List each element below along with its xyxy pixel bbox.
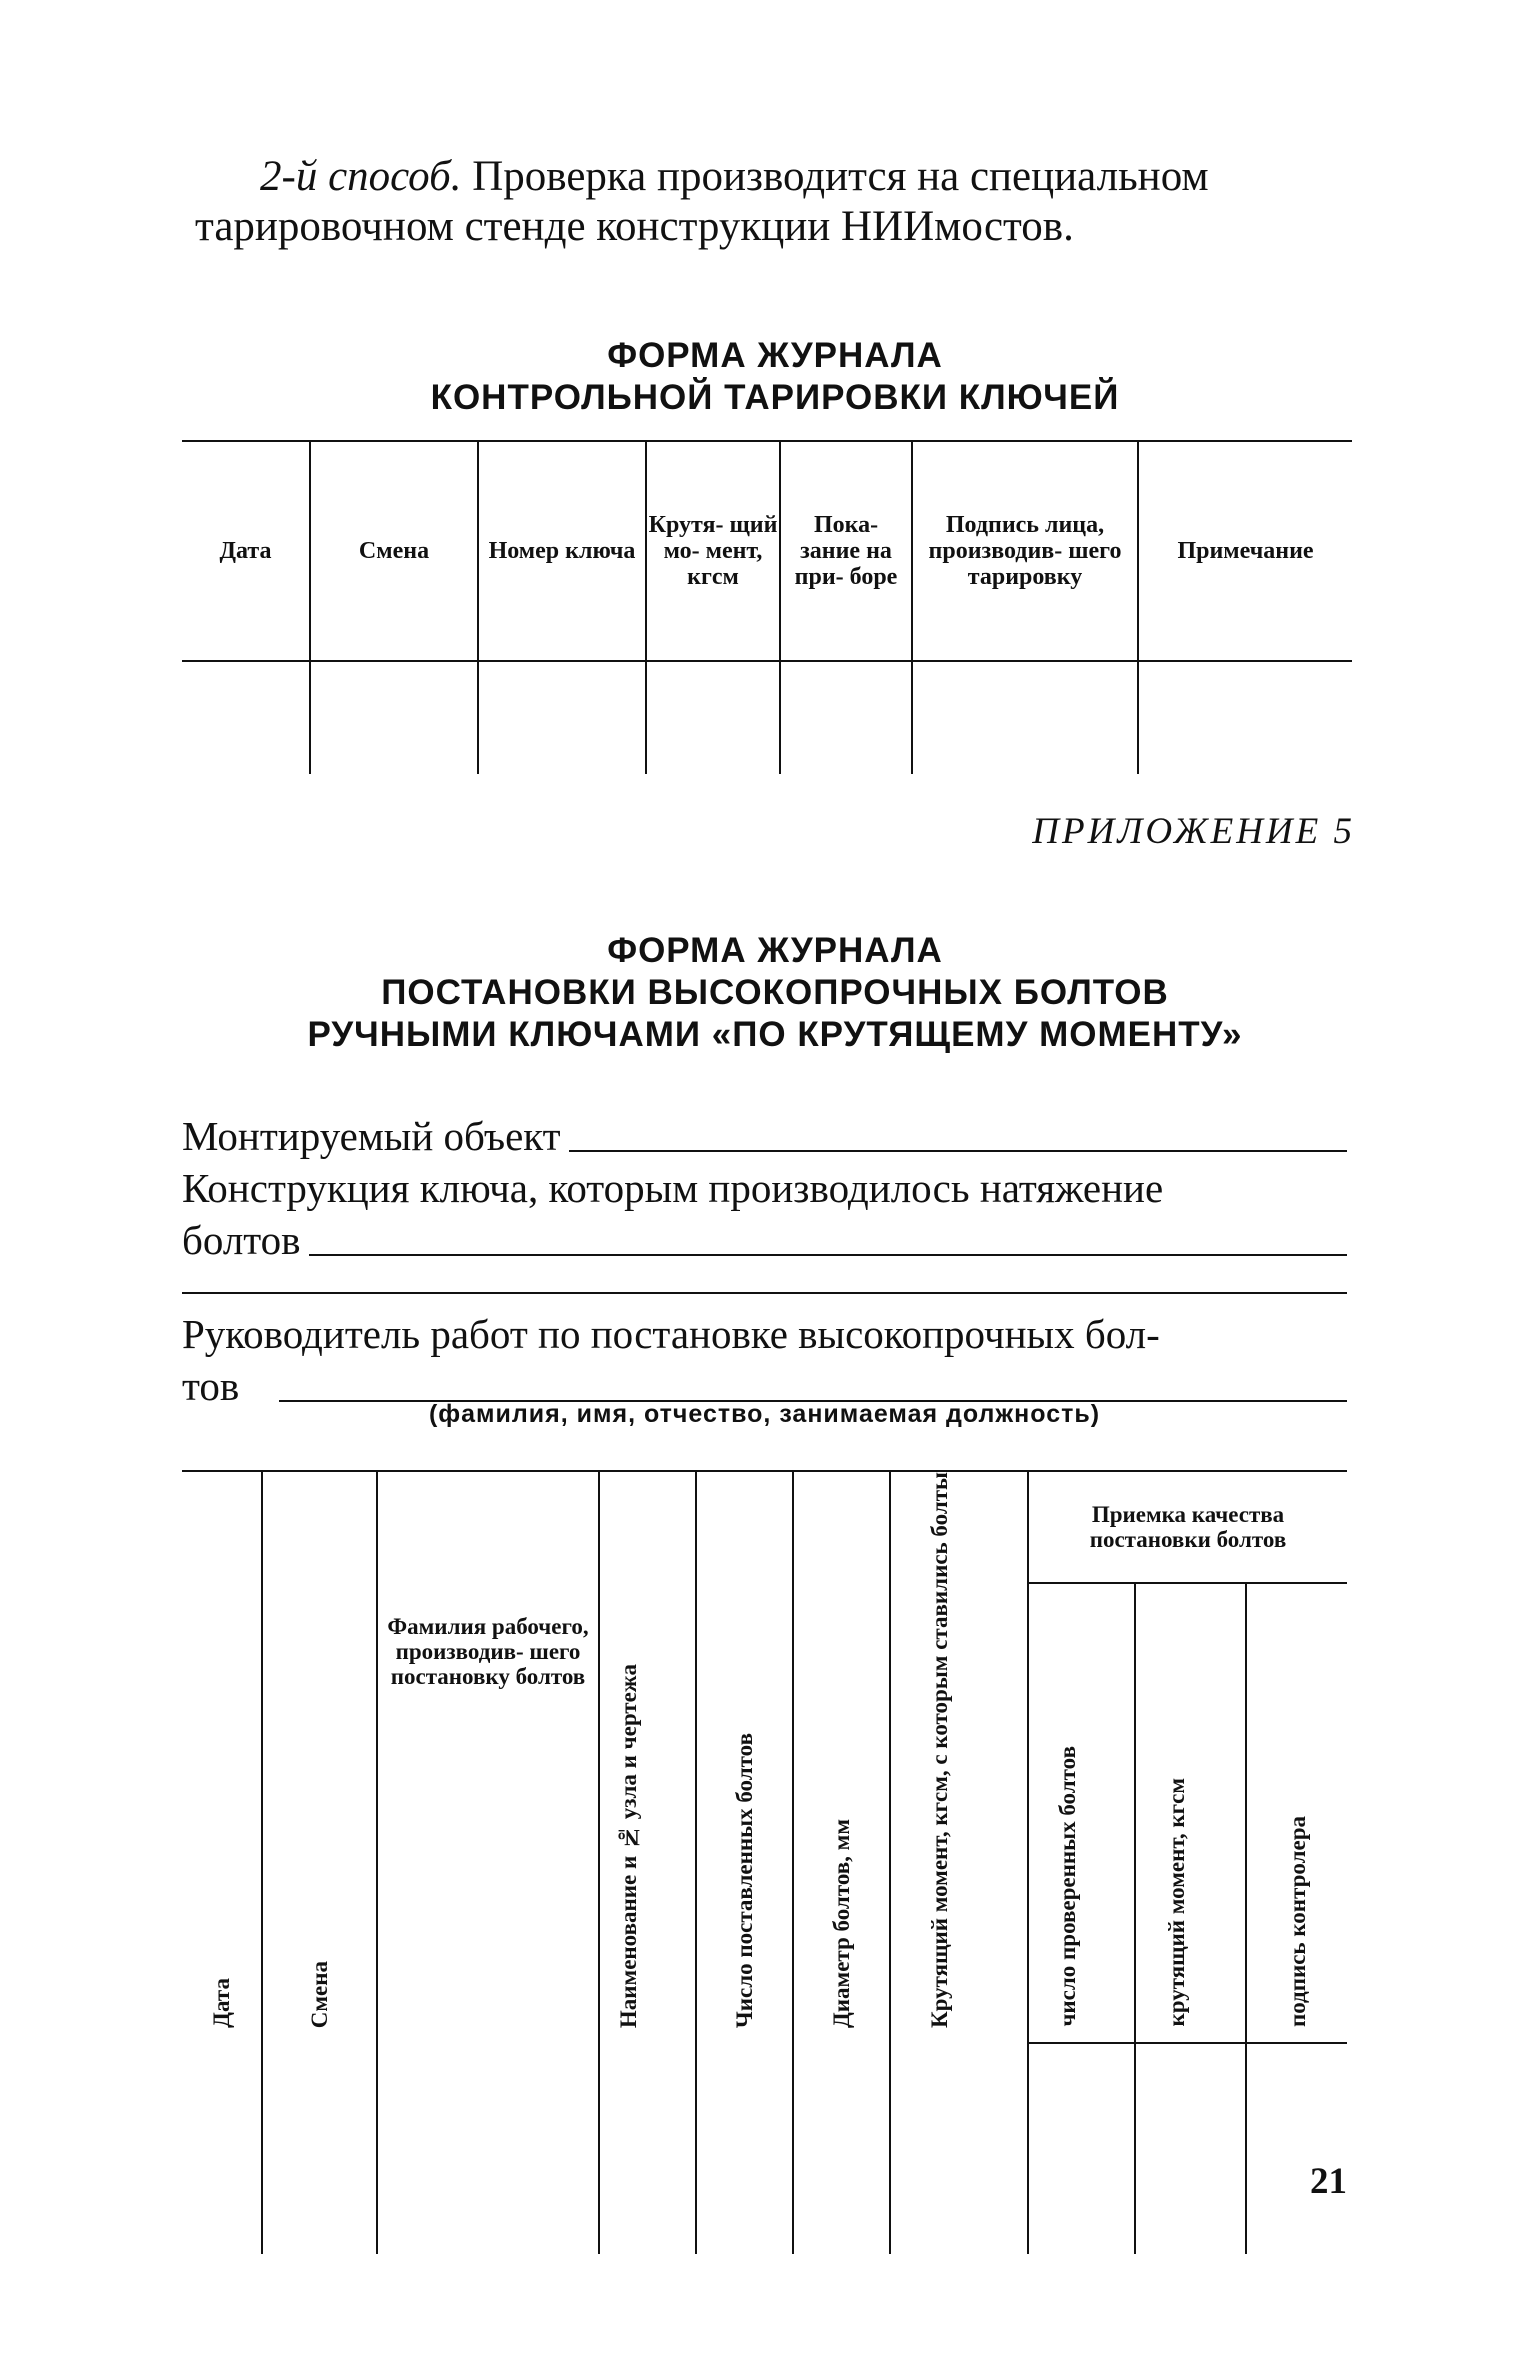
form2-col-torque-cell	[890, 1471, 1028, 2043]
form2-group-header	[1028, 1471, 1347, 1583]
table-cell	[780, 661, 912, 774]
manager-field	[182, 1308, 1347, 1412]
key-field	[182, 1214, 1347, 1266]
table-cell	[262, 2043, 377, 2254]
form2-title-line1: ФОРМА ЖУРНАЛА	[607, 931, 943, 970]
manager-field-label-2: тов	[182, 1363, 240, 1409]
table-cell	[599, 2043, 696, 2254]
table-cell	[310, 661, 478, 774]
table-cell	[1028, 2043, 1135, 2254]
key-field-label-1: Конструкция ключа, которым производилось натяжение	[182, 1165, 1164, 1211]
form1-col-reading: Пока- зание на при- боре	[780, 441, 912, 661]
intro-paragraph	[195, 152, 1355, 252]
form1-table	[182, 440, 1352, 774]
form1-title	[200, 335, 1350, 419]
form2-title-line2: ПОСТАНОВКИ ВЫСОКОПРОЧНЫХ БОЛТОВ	[381, 973, 1169, 1012]
intro-text-1: Проверка производится на специальном	[472, 153, 1209, 200]
form2-col-shift-cell	[262, 1471, 377, 2043]
page-number: 21	[1310, 2161, 1347, 2202]
form2-col-diameter-cell	[793, 1471, 890, 2043]
form2-col-diameter: Диаметр болтов, мм	[829, 1818, 854, 2029]
separator-rule	[182, 1292, 1347, 1294]
form1-empty-row	[182, 661, 1352, 774]
form2-col-torque: Крутящий момент, кгсм, с которым ставились болты	[927, 1472, 952, 2029]
form2-col-count-cell	[696, 1471, 793, 2043]
form1-col-note: Примечание	[1138, 441, 1352, 661]
form2-fields	[182, 1110, 1347, 1266]
key-field-line	[309, 1254, 1347, 1256]
form2-header-row-1	[182, 1471, 1347, 1583]
method-label: 2-й способ.	[260, 153, 462, 200]
form2-col-date-cell	[182, 1471, 262, 2043]
object-field-label: Монтируемый объект	[182, 1113, 561, 1159]
form1-col-key-number: Номер ключа	[478, 441, 646, 661]
form2-title	[200, 930, 1350, 1056]
form2-group-acceptance: Приемка качества постановки болтов	[1089, 1502, 1287, 1552]
form2-col-check-torque-cell	[1135, 1583, 1246, 2043]
manager-field-label-1: Руководитель работ по постановке высокопрочных бол-	[182, 1311, 1160, 1357]
form2-col-count: Число поставленных болтов	[732, 1732, 757, 2029]
table-cell	[1138, 661, 1352, 774]
object-field-line	[569, 1150, 1347, 1152]
table-cell	[890, 2043, 1028, 2254]
form2-col-checked-cell	[1028, 1583, 1135, 2043]
form1-col-date: Дата	[182, 441, 310, 661]
table-cell	[478, 661, 646, 774]
table-cell	[912, 661, 1138, 774]
table-cell	[696, 2043, 793, 2254]
intro-line-1	[195, 152, 1355, 202]
form2-col-node: Наименование и № узла и чертежа	[615, 1663, 641, 2029]
form2-empty-row	[182, 2043, 1347, 2254]
intro-line-2: тарировочном стенде конструкции НИИмостов.	[195, 203, 1074, 250]
form1-col-signature: Подпись лица, производив- шего тарировку	[912, 441, 1138, 661]
manager-field-hint: (фамилия, имя, отчество, занимаемая должность)	[428, 1400, 1101, 1428]
form2-col-date: Дата	[209, 1978, 234, 2029]
form2-col-signature: подпись контролера	[1284, 1816, 1310, 2028]
form2-title-line3: РУЧНЫМИ КЛЮЧАМИ «ПО КРУТЯЩЕМУ МОМЕНТУ»	[307, 1015, 1243, 1054]
form2-col-worker-cell	[377, 1471, 599, 2043]
form2-col-shift: Смена	[307, 1960, 332, 2029]
table-cell	[793, 2043, 890, 2254]
form2-col-checked: число проверенных болтов	[1054, 1746, 1080, 2028]
table-cell	[1246, 2043, 1347, 2254]
form2-col-check-torque: крутящий момент, кгсм	[1163, 1778, 1189, 2028]
table-cell	[646, 661, 780, 774]
form2-table	[182, 1470, 1347, 2254]
form2-col-signature-cell	[1246, 1583, 1347, 2043]
table-cell	[377, 2043, 599, 2254]
form1-title-line2: КОНТРОЛЬНОЙ ТАРИРОВКИ КЛЮЧЕЙ	[430, 378, 1120, 417]
appendix-label: ПРИЛОЖЕНИЕ 5	[1032, 811, 1355, 852]
form1-header-row	[182, 441, 1352, 661]
form1-title-line1: ФОРМА ЖУРНАЛА	[607, 336, 943, 375]
table-cell	[1135, 2043, 1246, 2254]
object-field	[182, 1110, 1347, 1162]
form1-col-shift: Смена	[310, 441, 478, 661]
key-field-label-2: болтов	[182, 1217, 301, 1263]
table-cell	[182, 661, 310, 774]
form1-col-torque: Крутя- щий мо- мент, кгсм	[646, 441, 780, 661]
form2-col-worker: Фамилия рабочего, производив- шего постановку болтов	[387, 1614, 589, 1689]
table-cell	[182, 2043, 262, 2254]
form2-col-node-cell	[599, 1471, 696, 2043]
